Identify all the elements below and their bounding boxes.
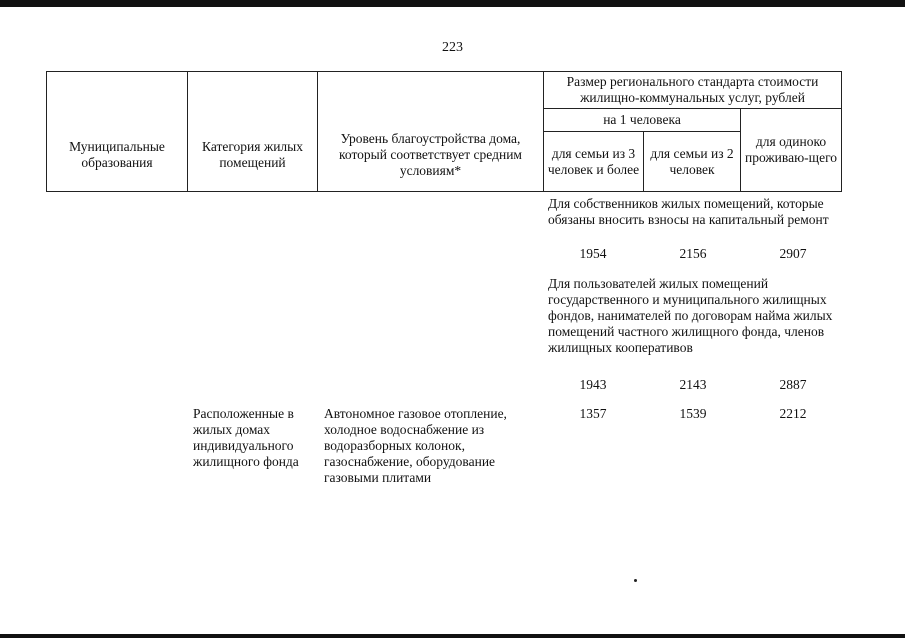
owners-note: Для собственников жилых помещений, которые обязаны вносить взносы на капитальный ремонт: [548, 196, 829, 227]
header-single: для одиноко проживаю-щего: [741, 109, 842, 192]
row-value-family3: 1357: [579, 406, 607, 421]
header-category: Категория жилых помещений: [188, 72, 318, 192]
users-value-family2: 2143: [679, 377, 707, 392]
page-top-border: [0, 0, 905, 7]
users-value-family3: 1943: [579, 377, 607, 392]
row-level: Автономное газовое отопление, холодное водоснабжение из водоразборных колонок, газоснабжение, оборудование газовыми плитами: [324, 406, 507, 485]
users-note: Для пользователей жилых помещений государственного и муниципального жилищных фондов, нанимателей по договорам найма жилых помещений частного жилищного фонда, членов жилищных кооперативов: [548, 276, 833, 355]
row-value-family2: 1539: [679, 406, 707, 421]
users-value-single: 2887: [779, 377, 807, 392]
header-level: Уровень благоустройства дома, который соответствует средним условиям*: [318, 72, 544, 192]
header-family-3: для семьи из 3 человек и более: [544, 132, 644, 192]
row-value-single: 2212: [779, 406, 807, 421]
owners-value-single: 2907: [779, 246, 807, 261]
header-family-2: для семьи из 2 человек: [644, 132, 741, 192]
owners-value-family3: 1954: [579, 246, 607, 261]
header-municipal: Муниципальные образования: [47, 72, 188, 192]
header-table: [46, 71, 842, 192]
page-bottom-border: [0, 634, 905, 638]
header-per-person: на 1 человека: [544, 109, 741, 132]
stray-dot: [634, 579, 637, 582]
header-size: Размер регионального стандарта стоимости жилищно-коммунальных услуг, рублей: [544, 72, 842, 109]
page-number: 223: [442, 40, 463, 55]
owners-value-family2: 2156: [679, 246, 707, 261]
row-category: Расположенные в жилых домах индивидуального жилищного фонда: [193, 406, 299, 469]
